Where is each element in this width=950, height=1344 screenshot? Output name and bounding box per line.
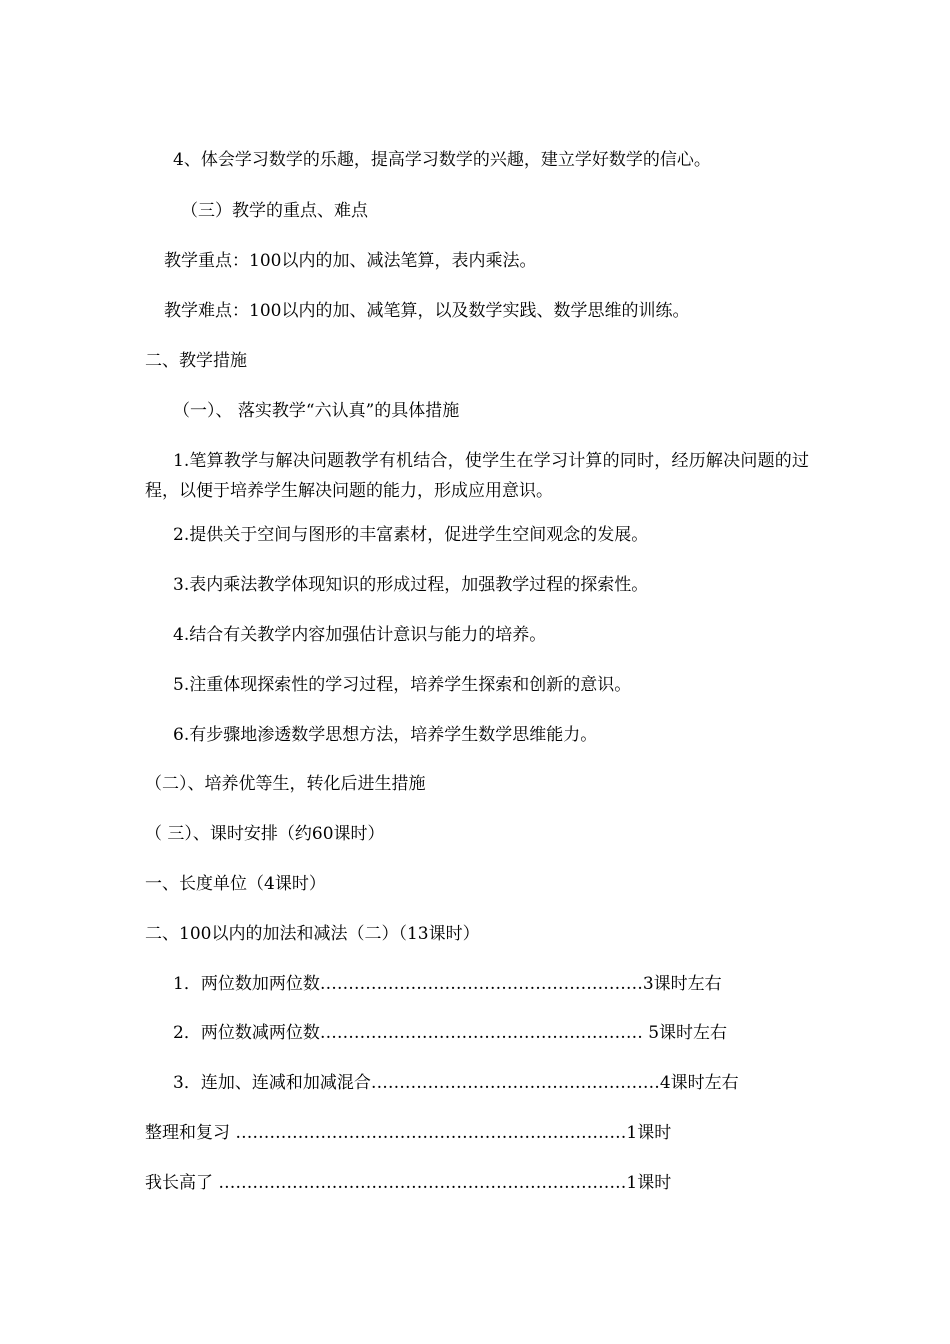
schedule-row-3: 3．连加、连减和加减混合……………………………………………4课时左右 [173,1073,739,1093]
measure-3-text: 3.表内乘法教学体现知识的形成过程，加强教学过程的探索性。 [173,575,649,595]
measure-1-text: 1.笔算教学与解决问题教学有机结合，使学生在学习计算的同时，经历解决问题的过程，以便于培养学生解决问题的能力，形成应用意识。 [145,451,809,501]
key-points-text: 教学重点：100以内的加、减法笔算，表内乘法。 [164,251,537,271]
measure-5-text: 5.注重体现探索性的学习过程，培养学生探索和创新的意识。 [173,675,632,695]
section-key-difficult-points: （三）教学的重点、难点 [181,201,368,221]
unit-1-length: 一、长度单位（4课时） [145,874,326,894]
measure-6-text: 6.有步骤地渗透数学思想方法，培养学生数学思维能力。 [173,725,598,745]
unit-2-add-subtract: 二、100以内的加法和减法（二）（13课时） [145,924,480,944]
heading-student-measures: （二）、培养优等生，转化后进生措施 [145,774,426,794]
schedule-row-1: 1．两位数加两位数…………………………………………………3课时左右 [173,974,722,994]
schedule-row-grow-taller: 我长高了 ………………………………………………………………1课时 [145,1173,672,1193]
schedule-row-2: 2．两位数减两位数………………………………………………… 5课时左右 [173,1023,728,1043]
subheading-six-earnest: （一）、 落实教学“六认真”的具体措施 [173,401,460,421]
goal-4-text: 4、体会学习数学的乐趣，提高学习数学的兴趣，建立学好数学的信心。 [173,150,711,170]
measure-4-text: 4.结合有关教学内容加强估计意识与能力的培养。 [173,625,547,645]
schedule-row-review: 整理和复习 ……………………………………………………………1课时 [145,1123,672,1143]
difficult-points-text: 教学难点：100以内的加、减笔算，以及数学实践、数学思维的训练。 [164,301,690,321]
heading-lesson-schedule: （ 三）、课时安排（约60课时） [145,824,385,844]
heading-teaching-measures: 二、教学措施 [145,351,247,371]
measure-2-text: 2.提供关于空间与图形的丰富素材，促进学生空间观念的发展。 [173,525,649,545]
